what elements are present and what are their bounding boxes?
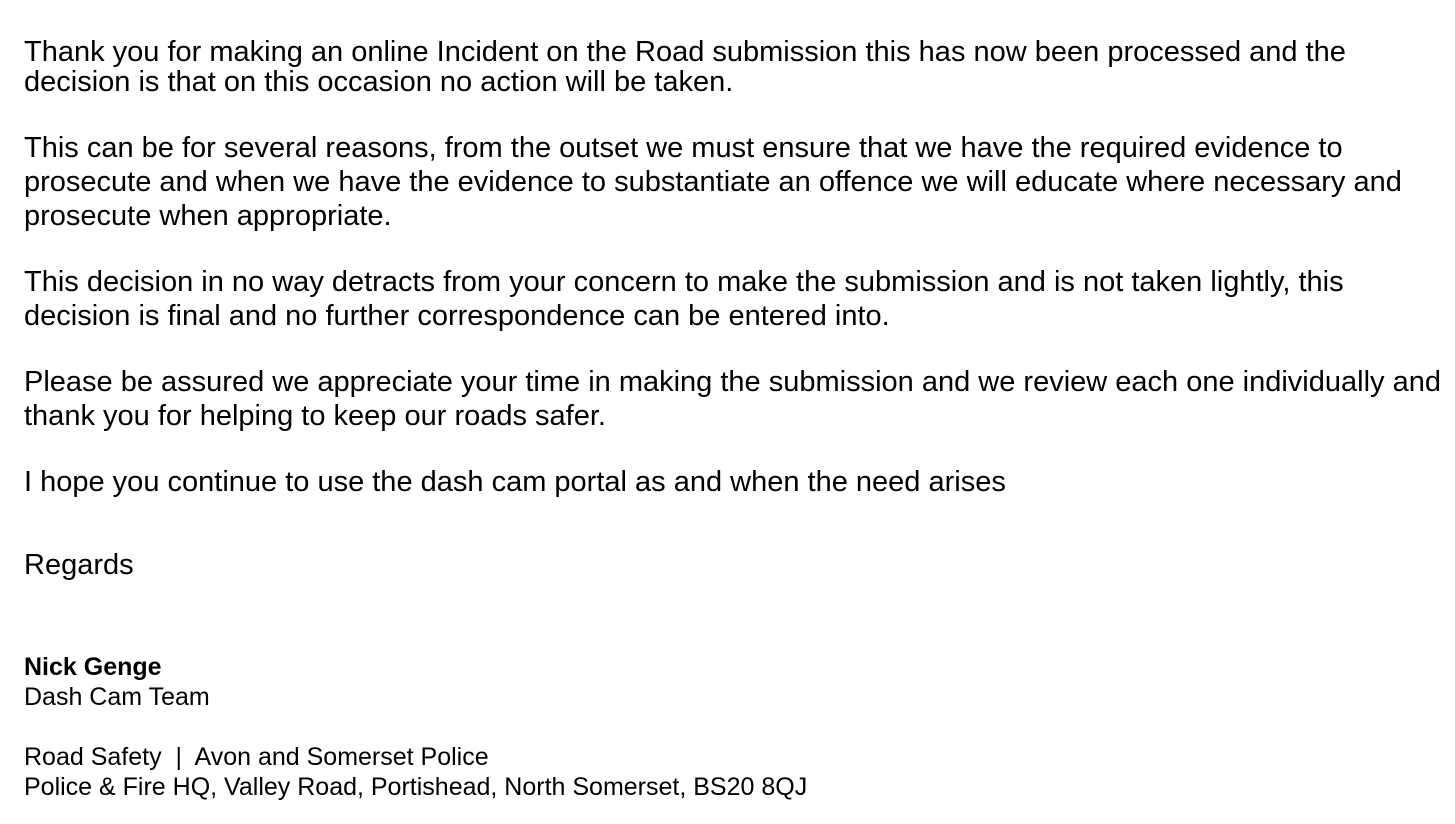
- paragraph-decision-final: This decision in no way detracts from your concern to make the submission and is not taken lightly, this decision is final and no further correspondence can be entered into.: [24, 266, 1344, 332]
- closing-regards: Regards: [24, 549, 134, 581]
- paragraph-continue-portal: I hope you continue to use the dash cam portal as and when the need arises: [24, 466, 1006, 498]
- paragraph-reasons: This can be for several reasons, from the outset we must ensure that we have the required evidence to prosecute and when we have the evidence to substantiate an offence we will educate where necessary and prosecute when appropriate.: [24, 132, 1402, 232]
- signature-team: Dash Cam Team: [24, 683, 210, 711]
- signature-organisation: Road Safety | Avon and Somerset Police: [24, 743, 489, 771]
- signature-name: Nick Genge: [24, 653, 162, 681]
- paragraph-processed-notice: Thank you for making an online Incident on the Road submission this has now been processed and the decision is that on this occasion no action will be taken.: [24, 36, 1346, 98]
- paragraph-appreciation: Please be assured we appreciate your time in making the submission and we review each one individually and thank you for helping to keep our roads safer.: [24, 366, 1441, 432]
- signature-address: Police & Fire HQ, Valley Road, Portishead, North Somerset, BS20 8QJ: [24, 773, 808, 801]
